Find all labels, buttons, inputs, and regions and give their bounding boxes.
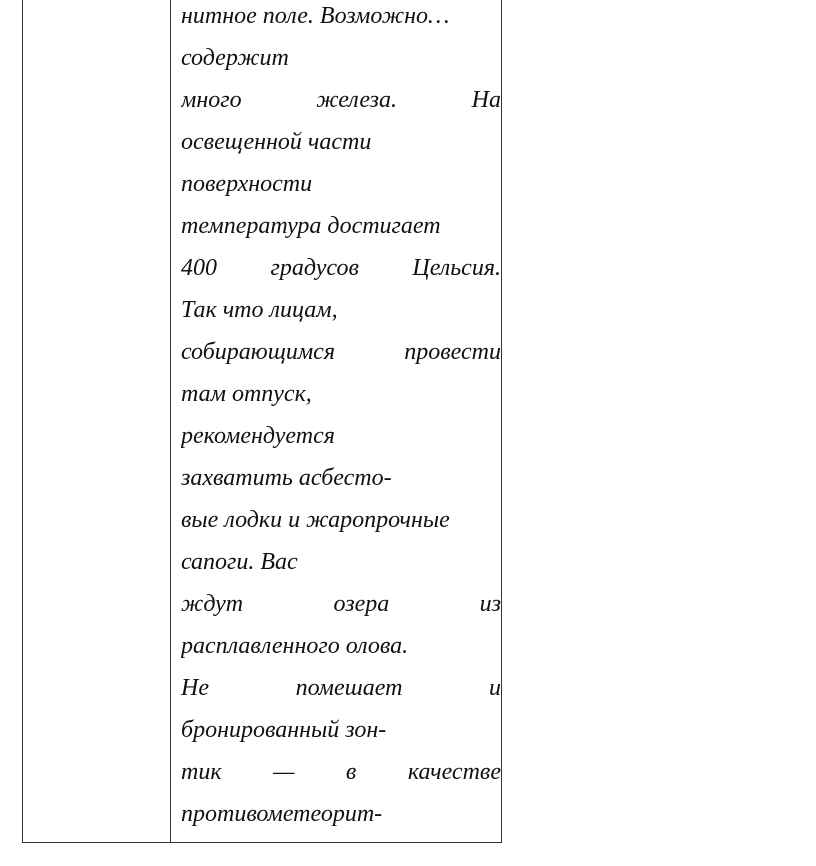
text-word: нитное поле. Возможно… [181, 3, 450, 29]
text-word: Не [181, 675, 209, 701]
text-word: содержит [181, 45, 289, 71]
text-word: поверхности [181, 171, 313, 197]
text-line [181, 296, 501, 324]
text-line [181, 128, 501, 156]
text-word: сапоги. Вас [181, 549, 298, 575]
text-line [181, 590, 501, 618]
text-word: провести [404, 339, 501, 365]
table-border-middle [170, 0, 171, 842]
text-line [181, 170, 501, 198]
text-line [181, 506, 501, 534]
text-word: вые лодки и жаропрочные [181, 507, 450, 533]
text-word: тик [181, 759, 222, 785]
text-word: качестве [407, 759, 501, 785]
text-line [181, 800, 501, 828]
table-border-bottom [22, 842, 502, 843]
text-line [181, 212, 501, 240]
text-word: освещенной части [181, 129, 372, 155]
text-line [181, 380, 501, 408]
text-word: Так что лицам, [181, 297, 338, 323]
text-word: градусов [270, 255, 359, 281]
table-border-right [501, 0, 502, 842]
text-word: рекомендуется [181, 423, 335, 449]
text-line [181, 758, 501, 786]
text-word: ждут [181, 591, 244, 617]
text-word: Цельсия. [412, 255, 501, 281]
text-line [181, 86, 501, 114]
text-word: из [479, 591, 501, 617]
text-word: озера [333, 591, 390, 617]
text-line [181, 338, 501, 366]
text-line [181, 548, 501, 576]
text-word: в [345, 759, 357, 785]
text-line [181, 44, 501, 72]
text-line [181, 632, 501, 660]
text-word: бронированный зон- [181, 717, 387, 743]
text-word: На [471, 87, 501, 113]
text-line [181, 464, 501, 492]
text-line [181, 716, 501, 744]
text-word: захватить асбесто- [181, 465, 392, 491]
text-word: противометеорит- [181, 801, 383, 827]
text-word: и [488, 675, 501, 701]
text-word: железа. [316, 87, 398, 113]
text-word: много [181, 87, 242, 113]
table-cell-left-empty [23, 0, 170, 842]
text-line [181, 254, 501, 282]
text-line [181, 674, 501, 702]
text-line [181, 422, 501, 450]
text-word: — [273, 759, 295, 785]
table-cell-text [181, 0, 501, 842]
text-word: расплавленного олова. [181, 633, 409, 659]
text-word: 400 [181, 255, 217, 281]
text-line [181, 2, 501, 30]
text-word: температура достигает [181, 213, 441, 239]
text-word: помешает [295, 675, 403, 701]
text-word: собирающимся [181, 339, 335, 365]
text-word: там отпуск, [181, 381, 312, 407]
